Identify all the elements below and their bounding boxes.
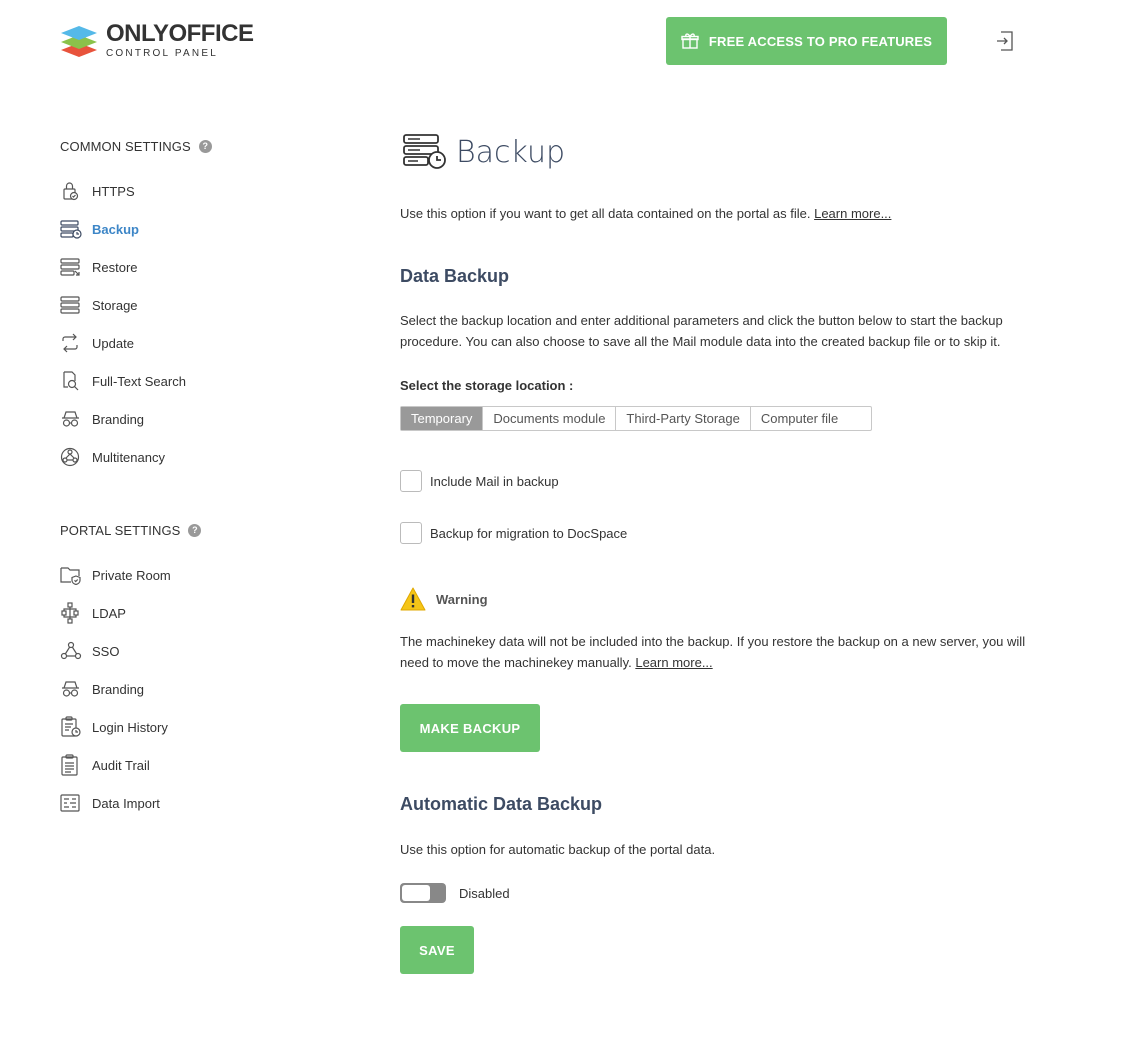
sidebar-item-label: Audit Trail [92, 757, 150, 773]
free-pro-features-button[interactable] [666, 17, 947, 65]
sidebar-item-data-import[interactable] [60, 784, 360, 822]
warning-text: The machinekey data will not be included into the backup. If you restore the backup on a new server, you will need to move the machinekey manually. [400, 634, 1026, 670]
tab-documents-module[interactable]: Documents module [483, 407, 616, 430]
sidebar-item-backup[interactable] [60, 210, 360, 248]
learn-more-link[interactable]: Learn more... [814, 206, 892, 221]
sidebar-item-https[interactable] [60, 172, 360, 210]
onlyoffice-logo-icon [60, 23, 98, 59]
storage-location-label: Select the storage location : [400, 378, 574, 393]
app-logo[interactable] [60, 22, 253, 59]
sidebar-item-label: Restore [92, 259, 138, 275]
sidebar-item-label: Login History [92, 719, 168, 735]
warning-header [400, 587, 1040, 611]
sidebar-item-private-room[interactable] [60, 556, 360, 594]
lock-icon [60, 180, 84, 202]
include-mail-checkbox[interactable] [400, 470, 422, 492]
tab-computer-file[interactable]: Computer file [760, 411, 839, 426]
data-import-icon [60, 792, 84, 814]
sidebar-item-branding-portal[interactable] [60, 670, 360, 708]
page-title: Backup [456, 134, 566, 170]
auto-backup-toggle-label: Disabled [459, 885, 510, 901]
include-mail-label: Include Mail in backup [430, 473, 559, 489]
backup-icon [400, 131, 448, 173]
make-backup-button[interactable]: MAKE BACKUP [400, 704, 540, 752]
gift-icon [681, 32, 699, 50]
sidebar-item-sso[interactable] [60, 632, 360, 670]
page-header [400, 130, 1040, 174]
backup-icon [60, 218, 84, 240]
sidebar-item-label: HTTPS [92, 183, 135, 199]
common-settings-title: COMMON SETTINGS [60, 138, 191, 154]
sidebar-item-restore[interactable] [60, 248, 360, 286]
auto-backup-toggle-row [400, 883, 1040, 903]
tab-temporary[interactable]: Temporary [401, 407, 483, 430]
data-backup-description: Select the backup location and enter additional parameters and click the button below to start the backup procedure. You can also choose to save all the Mail module data into the created backup file or to skip it. [400, 313, 1003, 349]
tab-third-party-storage[interactable]: Third-Party Storage [616, 407, 750, 430]
toggle-knob [402, 885, 430, 901]
migration-checkbox-row[interactable] [400, 522, 1040, 544]
sidebar-item-label: Private Room [92, 567, 171, 583]
sidebar-item-login-history[interactable] [60, 708, 360, 746]
logo-title: ONLYOFFICE [106, 20, 254, 47]
common-settings-list [60, 172, 360, 476]
sidebar-item-label: Multitenancy [92, 449, 165, 465]
sidebar-item-label: Branding [92, 681, 145, 697]
branding-icon [60, 678, 84, 700]
sidebar-item-multitenancy[interactable] [60, 438, 360, 476]
help-icon[interactable]: ? [199, 140, 212, 153]
help-icon[interactable]: ? [188, 524, 201, 537]
migration-label: Backup for migration to DocSpace [430, 525, 628, 541]
sidebar-item-full-text-search[interactable] [60, 362, 360, 400]
sidebar-item-audit-trail[interactable] [60, 746, 360, 784]
storage-icon [60, 294, 84, 316]
private-room-icon [60, 564, 84, 586]
sidebar-item-ldap[interactable] [60, 594, 360, 632]
warning-learn-more-link[interactable]: Learn more... [635, 655, 713, 670]
save-button[interactable]: SAVE [400, 926, 474, 974]
restore-icon [60, 256, 84, 278]
storage-location-tabs [400, 406, 872, 431]
branding-icon [60, 408, 84, 430]
portal-settings-header [60, 514, 360, 546]
sso-icon [60, 640, 84, 662]
include-mail-checkbox-row[interactable] [400, 470, 1040, 492]
backup-description [400, 204, 1040, 224]
sidebar-item-label: Branding [92, 411, 145, 427]
warning-message [400, 631, 1040, 673]
data-backup-heading: Data Backup [400, 266, 510, 286]
portal-settings-title: PORTAL SETTINGS [60, 522, 181, 538]
update-icon [60, 332, 84, 354]
auto-backup-heading: Automatic Data Backup [400, 794, 603, 814]
logout-icon[interactable] [995, 30, 1015, 52]
logo-subtitle: CONTROL PANEL [106, 48, 218, 59]
audit-trail-icon [60, 754, 84, 776]
sidebar-item-label: Storage [92, 297, 138, 313]
warning-title: Warning [436, 591, 488, 607]
main-content [400, 130, 1040, 974]
sidebar-item-label: Backup [92, 221, 139, 237]
search-doc-icon [60, 370, 84, 392]
globe-icon [60, 446, 84, 468]
sidebar-item-label: SSO [92, 643, 120, 659]
backup-description-text: Use this option if you want to get all data contained on the portal as file. [400, 206, 815, 221]
auto-backup-toggle[interactable] [400, 883, 446, 903]
auto-backup-description: Use this option for automatic backup of the portal data. [400, 842, 716, 857]
sidebar-item-label: Update [92, 335, 134, 351]
sidebar-item-label: LDAP [92, 605, 126, 621]
sidebar-item-label: Full-Text Search [92, 373, 186, 389]
sidebar-item-branding[interactable] [60, 400, 360, 438]
sidebar [60, 130, 360, 860]
common-settings-header [60, 130, 360, 162]
sidebar-item-label: Data Import [92, 795, 160, 811]
sidebar-item-storage[interactable] [60, 286, 360, 324]
migration-checkbox[interactable] [400, 522, 422, 544]
pro-button-label: FREE ACCESS TO PRO FEATURES [708, 33, 933, 49]
sidebar-item-update[interactable] [60, 324, 360, 362]
login-history-icon [60, 716, 84, 738]
ldap-icon [60, 602, 84, 624]
warning-icon [400, 587, 426, 611]
portal-settings-list [60, 556, 360, 822]
